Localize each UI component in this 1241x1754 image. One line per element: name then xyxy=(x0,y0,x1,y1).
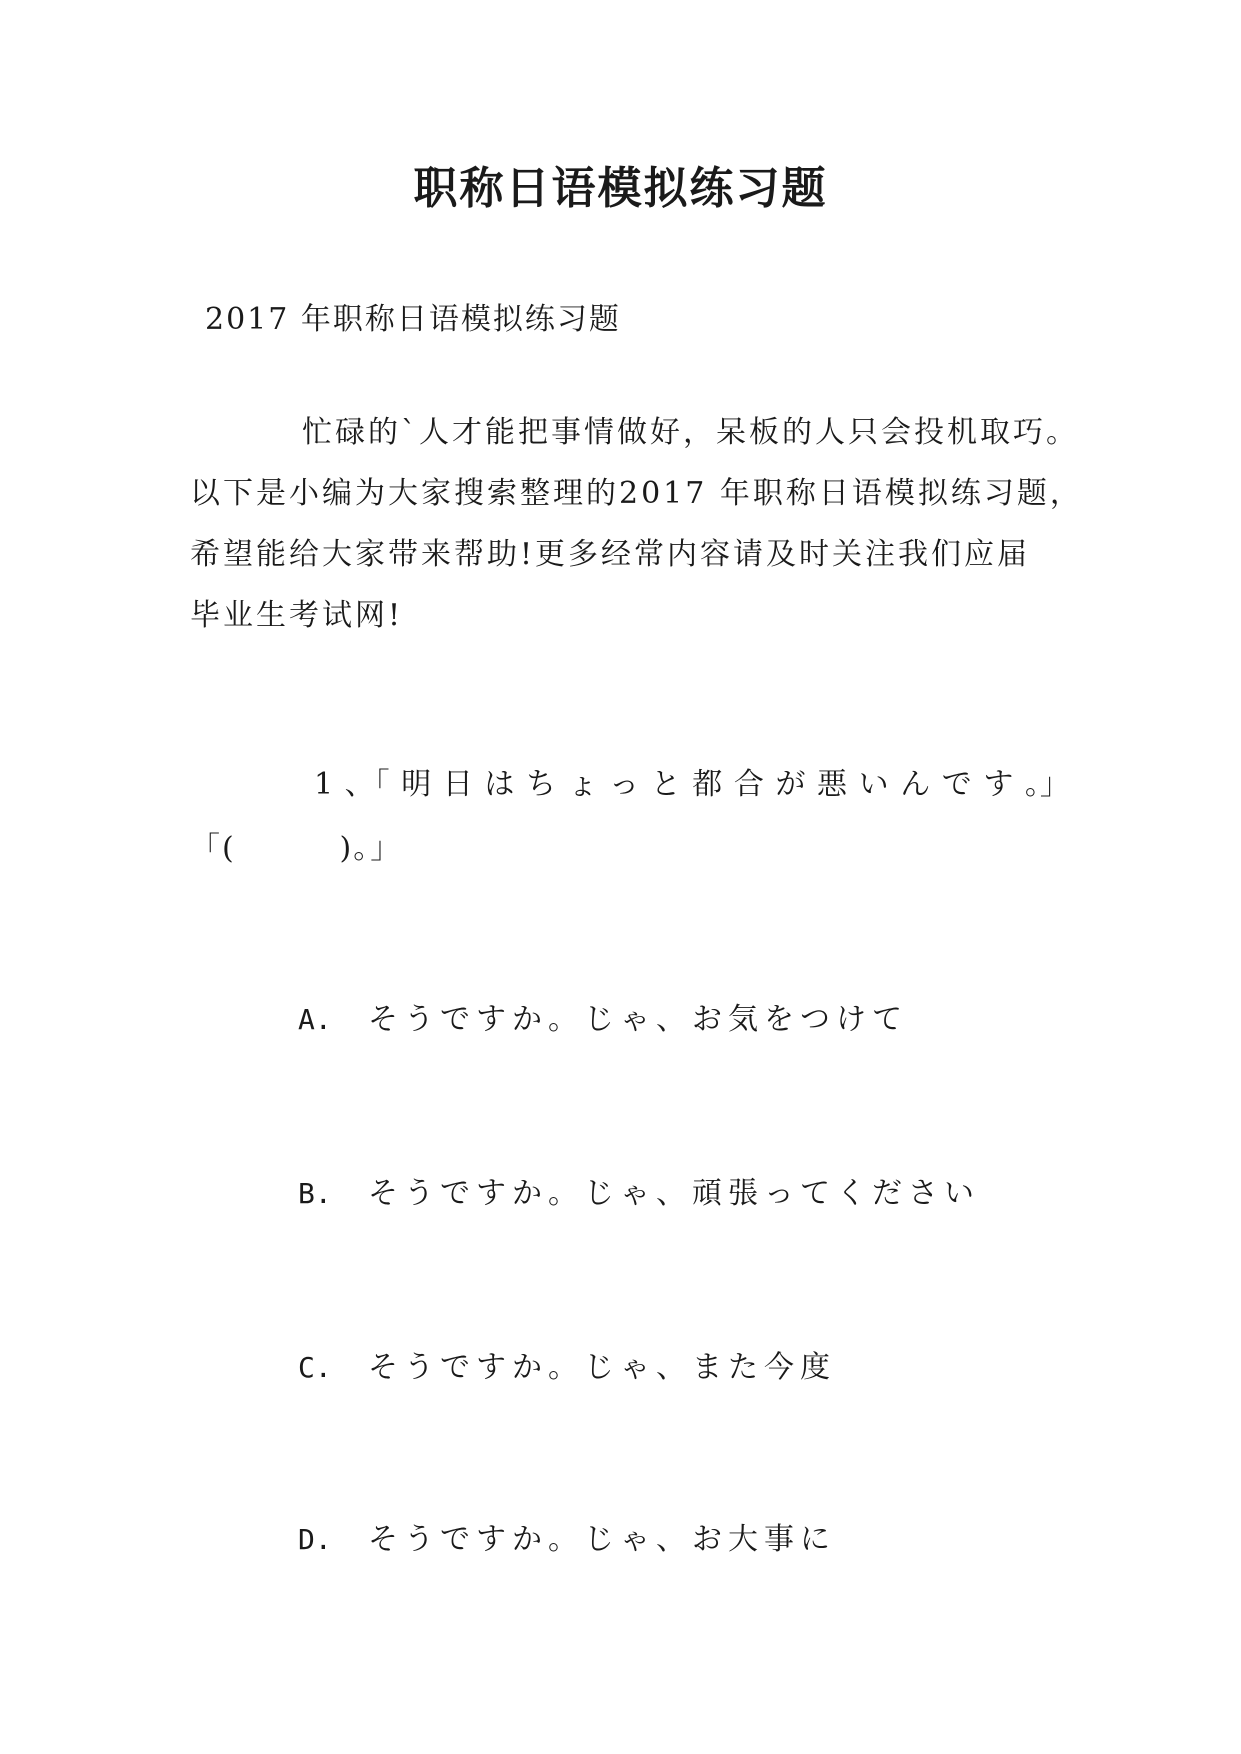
question-char: ち xyxy=(525,767,556,802)
option-letter: C. xyxy=(298,1351,332,1384)
question-char: は xyxy=(484,767,515,802)
intro-line: 毕业生考试网! xyxy=(190,598,404,633)
document-subtitle: 2017 年职称日语模拟练习题 xyxy=(205,302,621,337)
question-char: い xyxy=(858,767,889,802)
intro-line: 忙碌的`人才能把事情做好，呆板的人只会投机取巧。 xyxy=(302,415,1079,450)
question-char: 1 xyxy=(314,767,334,802)
question-char: 合 xyxy=(733,767,764,802)
question-char: ょ xyxy=(567,767,598,802)
option-text: そうですか。じゃ、お気をつけて xyxy=(368,1002,908,1037)
question-char: 、「 xyxy=(344,767,390,802)
intro-paragraph xyxy=(190,408,1090,652)
option-a xyxy=(298,994,908,1038)
question-1 xyxy=(190,760,1070,874)
question-char: っ xyxy=(609,767,640,802)
question-char: 。」 xyxy=(1024,767,1070,802)
question-char: す xyxy=(983,767,1014,802)
question-char: 明 xyxy=(401,767,432,802)
question-1-text xyxy=(190,760,1070,824)
question-char: ん xyxy=(900,767,931,802)
question-char: 日 xyxy=(442,767,473,802)
option-c xyxy=(298,1342,836,1386)
document-title: 职称日语模拟练习题 xyxy=(413,163,828,214)
question-char: 都 xyxy=(692,767,723,802)
option-text: そうですか。じゃ、頑張ってください xyxy=(368,1176,980,1211)
option-letter: A. xyxy=(298,1003,332,1036)
option-letter: D. xyxy=(298,1523,332,1556)
intro-line: 以下是小编为大家搜索整理的2017 年职称日语模拟练习题， xyxy=(190,476,1083,511)
question-1-blank: 「( )。」 xyxy=(190,831,403,866)
question-char: が xyxy=(775,767,806,802)
option-letter: B. xyxy=(298,1177,332,1210)
option-d xyxy=(298,1514,836,1558)
option-text: そうですか。じゃ、お大事に xyxy=(368,1522,836,1557)
option-b xyxy=(298,1168,980,1212)
intro-line: 希望能给大家带来帮助!更多经常内容请及时关注我们应届 xyxy=(190,537,1031,572)
question-char: で xyxy=(941,767,972,802)
question-char: と xyxy=(650,767,681,802)
option-text: そうですか。じゃ、また今度 xyxy=(368,1350,836,1385)
question-char: 悪 xyxy=(817,767,848,802)
